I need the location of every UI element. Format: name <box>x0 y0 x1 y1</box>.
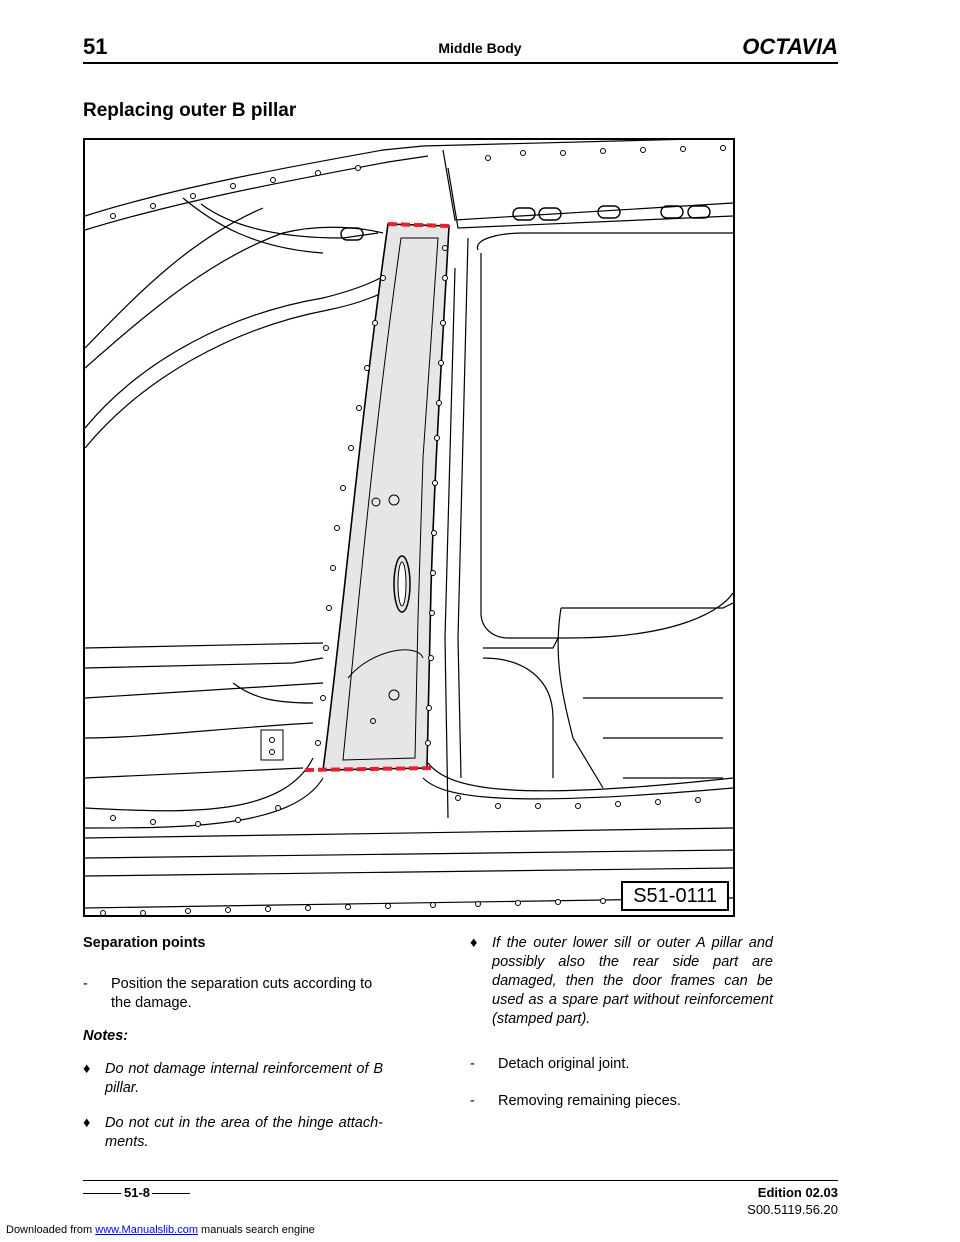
separation-points-heading: Separation points <box>83 935 206 951</box>
header-rule <box>83 62 838 64</box>
step-text: Detach original joint. <box>498 1056 630 1072</box>
notes-heading: Notes: <box>83 1028 129 1044</box>
b-pillar-diagram <box>83 138 735 917</box>
note-text: Do not damage internal reinforcement of B pillar. <box>105 1061 383 1096</box>
step-detach <box>470 1055 773 1074</box>
model-name: OCTAVIA <box>742 34 838 59</box>
note-text: If the outer lower sill or outer A pillar and possibly also the rear side part are damaged, then the door frames can be used as a spare part without reinforcement (stamped part). <box>492 935 773 1027</box>
bullet-diamond-icon: ♦ <box>470 935 478 951</box>
step-position-cuts <box>83 975 383 1013</box>
download-suffix: manuals search engine <box>201 1224 315 1236</box>
right-column <box>470 934 773 1125</box>
manualslib-link[interactable]: www.Manualslib.com <box>95 1224 198 1236</box>
note-hinge <box>83 1114 383 1152</box>
download-banner <box>6 1224 315 1236</box>
bullet-diamond-icon: ♦ <box>83 1115 91 1131</box>
b-pillar-drawing <box>83 138 735 917</box>
note-text: Do not cut in the area of the hinge attach-ments. <box>105 1115 383 1150</box>
step-remove <box>470 1092 773 1111</box>
page-number-dash-left <box>83 1193 121 1194</box>
note-reinforcement <box>83 1060 383 1098</box>
step-marker: - <box>470 1093 475 1109</box>
section-title: Middle Body <box>438 40 522 56</box>
note-door-frames <box>470 934 773 1029</box>
step-marker: - <box>470 1056 475 1072</box>
document-code: S00.5119.56.20 <box>747 1202 838 1217</box>
bullet-diamond-icon: ♦ <box>83 1061 91 1077</box>
step-text: Position the separation cuts according to the damage. <box>111 976 373 1011</box>
edition: Edition 02.03 <box>757 1185 838 1200</box>
page-number: 51-8 <box>124 1185 151 1200</box>
figure-code: S51-0111 <box>621 881 729 911</box>
step-text: Removing remaining pieces. <box>498 1093 681 1109</box>
page-title: Replacing outer B pillar <box>83 100 297 121</box>
download-prefix: Downloaded from <box>6 1224 93 1236</box>
step-marker: - <box>83 976 88 992</box>
left-column <box>83 934 383 1168</box>
section-number: 51 <box>83 34 108 59</box>
page-number-dash-right <box>152 1193 190 1194</box>
footer-rule <box>83 1180 838 1181</box>
